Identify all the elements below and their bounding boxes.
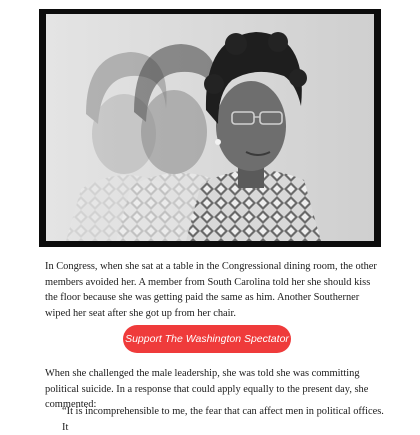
article-paragraph: When she challenged the male leadership, she was told she was committing political suicide. In a response that could apply equally to the present day, she commented: (45, 368, 369, 411)
article-photo (46, 14, 374, 241)
article-photo-frame (39, 9, 381, 247)
blockquote-start: “It is incomprehensible to me, the fear that can affect men in political offices. It (62, 406, 384, 433)
article-paragraph: In Congress, when she sat at a table in the Congressional dining room, the other members avoided her. A member from South Carolina told her she should kiss the floor because she was getting paid the same as him. Another Southerner wiped her seat after she got up from her chair. (45, 261, 377, 319)
support-button[interactable]: Support The Washington Spectator (123, 325, 291, 353)
portrait-illustration (46, 14, 374, 241)
